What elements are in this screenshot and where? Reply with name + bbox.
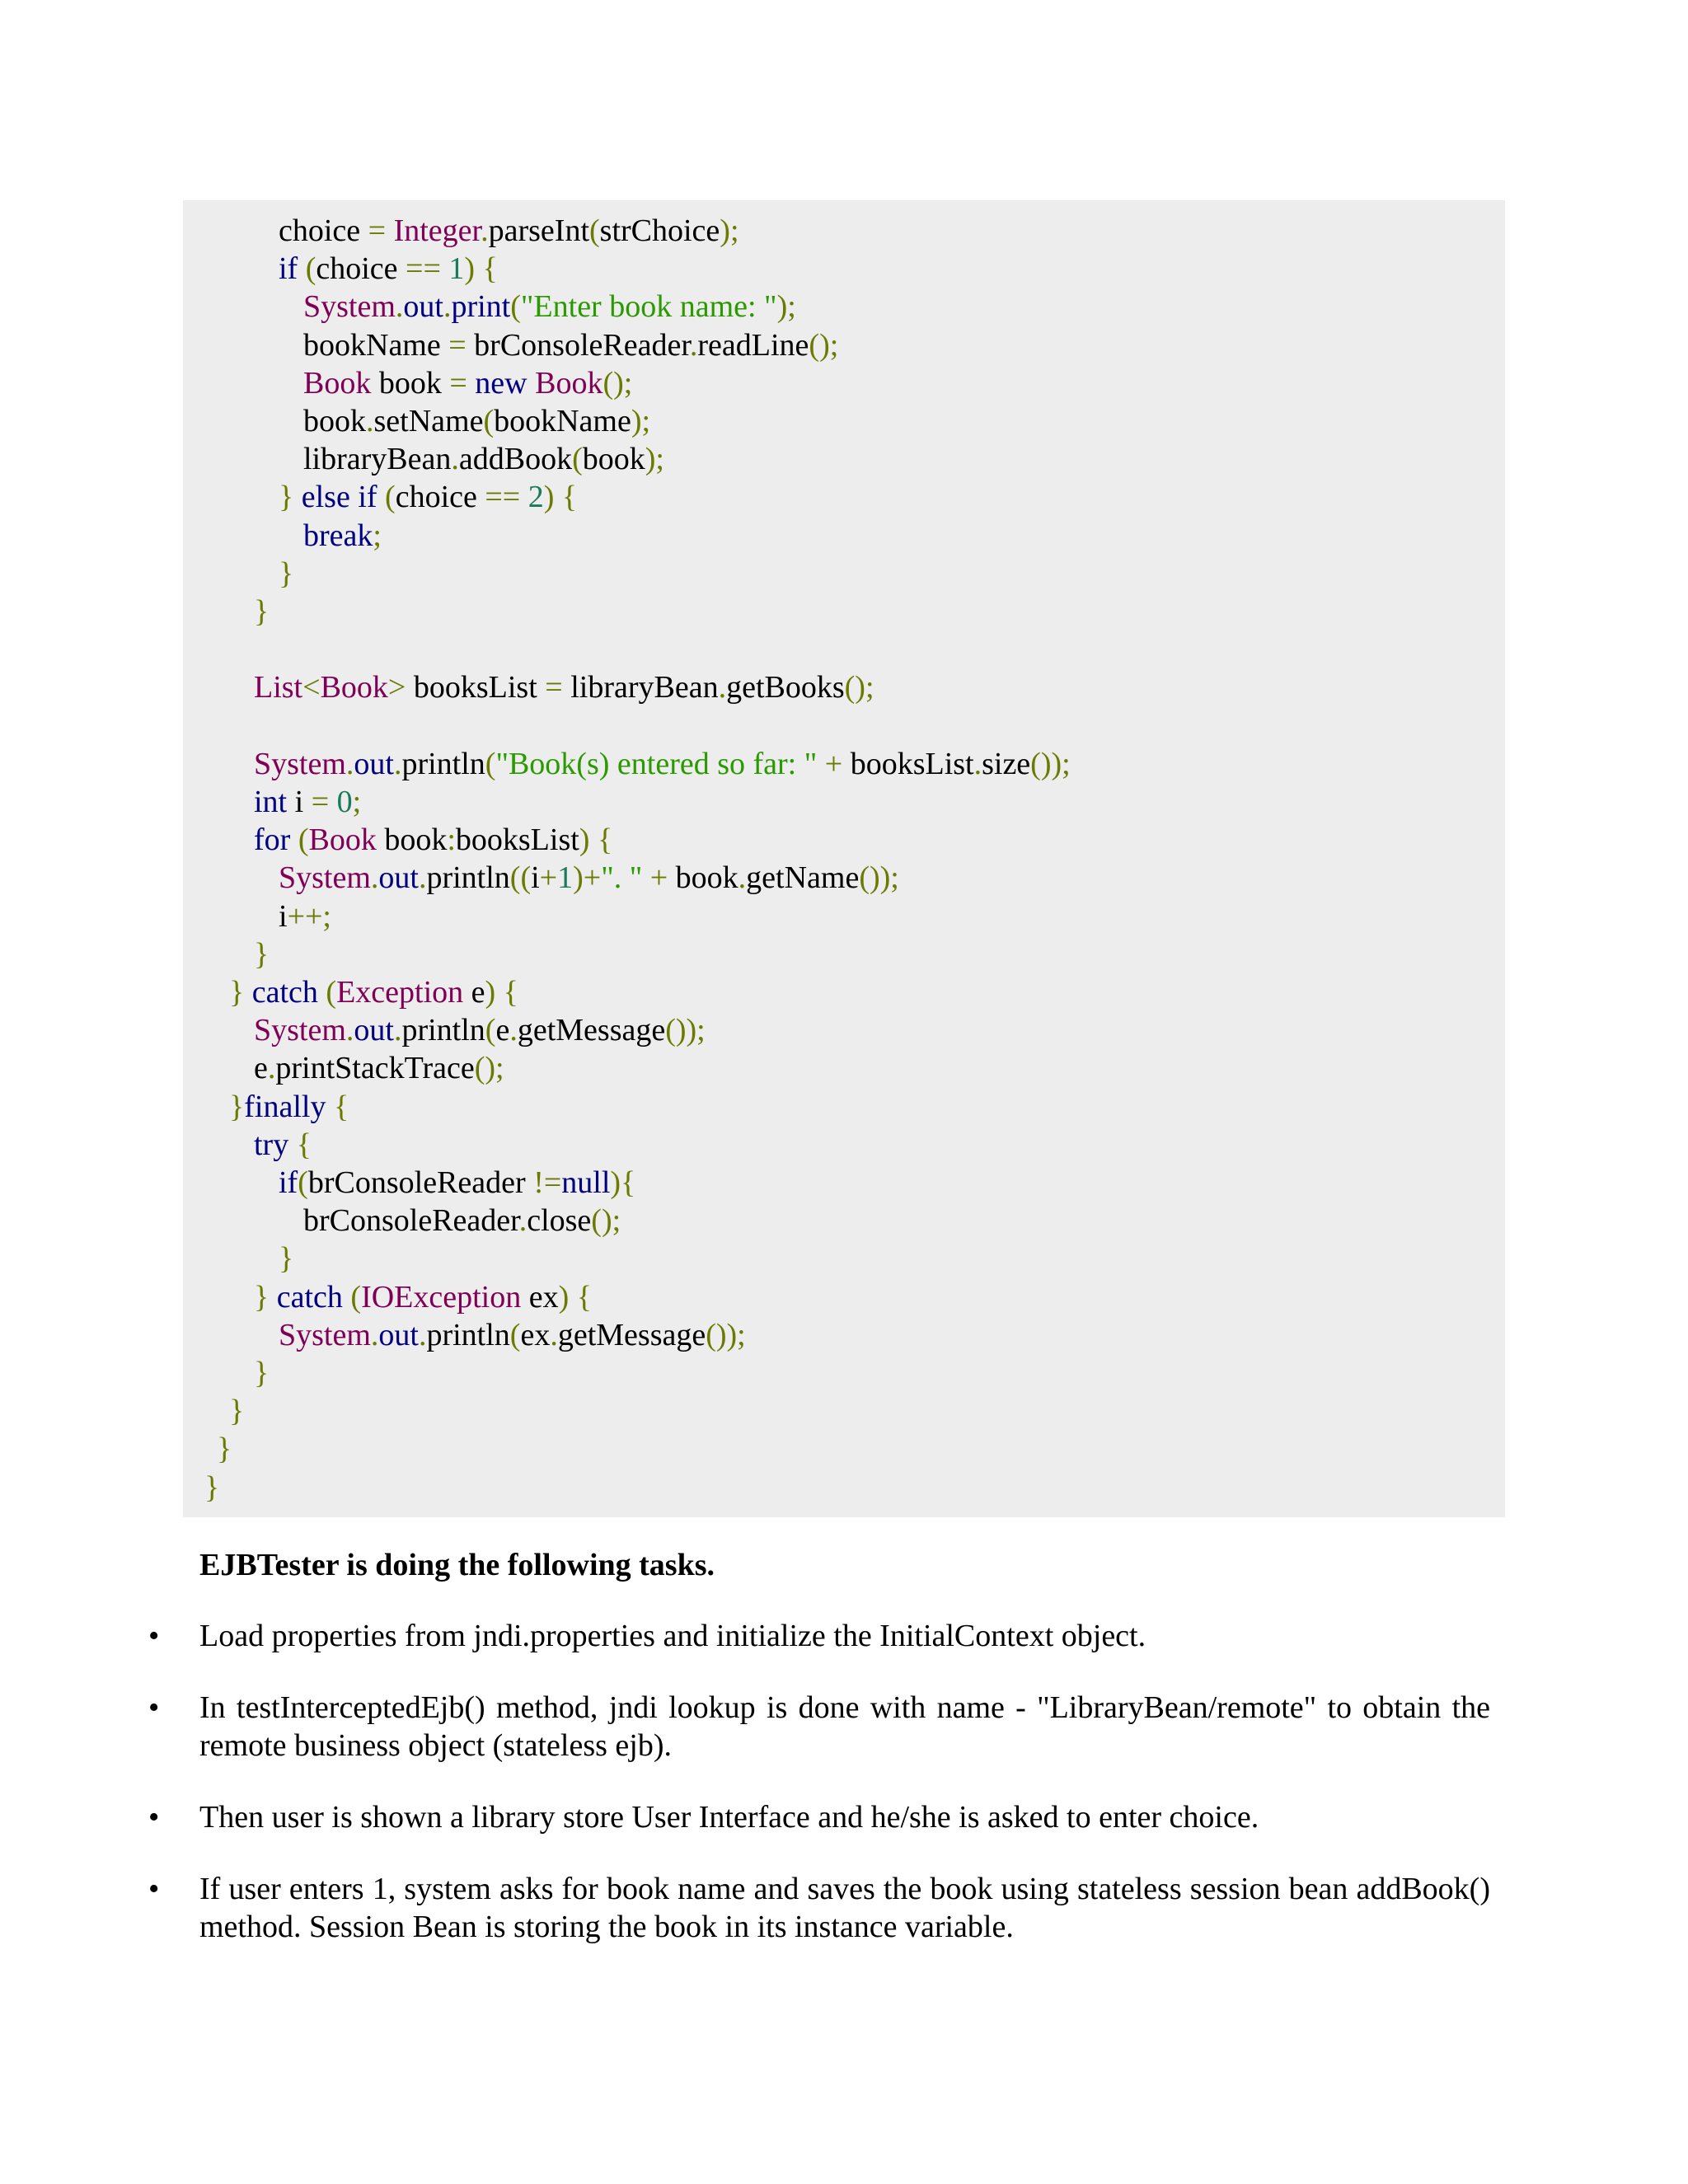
code-token: break [303, 518, 373, 553]
code-token: == [406, 251, 449, 287]
code-token: book [582, 442, 645, 477]
code-token: . [418, 1317, 427, 1352]
code-token: ()); [859, 860, 899, 896]
bullet-item-load-properties: Load properties from jndi.properties and initialize the InitialContext object. [199, 1619, 1146, 1653]
code-token: brConsoleReader [307, 1165, 534, 1200]
code-token: book [378, 365, 450, 401]
code-line [254, 1049, 504, 1087]
code-token: choice [279, 213, 368, 248]
code-token: ) { [579, 823, 613, 858]
code-token: size [982, 746, 1031, 781]
code-token: Book [320, 670, 388, 705]
code-token: ; [373, 518, 382, 553]
code-token: 0 [336, 785, 353, 819]
code-line [254, 1011, 706, 1049]
code-line [279, 212, 739, 250]
code-token: null [561, 1165, 611, 1200]
code-token: System [254, 746, 346, 781]
code-line [279, 859, 899, 897]
code-token: ex [520, 1317, 551, 1352]
code-token: println [401, 746, 485, 781]
code-token: ){ [610, 1165, 636, 1200]
code-token: != [533, 1165, 562, 1200]
code-token: print [451, 289, 511, 325]
code-token: } [254, 1356, 270, 1390]
code-token: + [649, 860, 676, 896]
code-token: } [229, 1394, 245, 1429]
code-token: . [393, 1013, 402, 1048]
code-token: ); [645, 442, 664, 477]
code-token: . [738, 860, 747, 896]
code-token: + [824, 746, 851, 781]
code-token: = [448, 327, 475, 363]
code-token: . [481, 213, 489, 248]
code-token: . [418, 860, 427, 896]
code-token: System [254, 1013, 346, 1048]
code-token: } [254, 594, 270, 629]
code-line [254, 783, 361, 821]
code-token: Book [303, 365, 379, 401]
code-token: Exception [336, 975, 471, 1010]
code-line [303, 517, 382, 555]
code-token: ); [631, 404, 651, 438]
code-token: ; [352, 785, 362, 819]
code-token: getMessage [557, 1317, 706, 1352]
code-line [254, 1126, 312, 1164]
code-line [303, 364, 632, 402]
code-token: libraryBean [570, 670, 719, 705]
code-token: ex [528, 1279, 559, 1315]
code-token: "Enter book name: " [520, 289, 777, 325]
code-line [254, 821, 612, 859]
code-token: )+ [573, 860, 602, 896]
code-token: : [447, 823, 456, 858]
code-token: close [527, 1203, 592, 1239]
code-token: ( [350, 1279, 362, 1315]
code-token: (); [844, 670, 874, 705]
code-token: 1 [557, 860, 574, 896]
code-token: catch [251, 975, 326, 1010]
section-heading: EJBTester is doing the following tasks. [199, 1548, 715, 1582]
code-token: + [539, 860, 558, 896]
code-token: = [545, 670, 571, 705]
code-token: } [279, 1241, 294, 1277]
code-token: ( [326, 975, 337, 1010]
bullet-marker: • [148, 1872, 160, 1906]
code-token: Integer [393, 213, 481, 248]
code-line [204, 1469, 219, 1507]
code-token: ( [298, 1165, 308, 1200]
code-token: (); [474, 1051, 504, 1086]
code-token: e [495, 1013, 510, 1048]
code-token: strChoice [599, 213, 720, 248]
code-token: bookName [494, 404, 631, 438]
code-token: getBooks [726, 670, 845, 705]
code-token: } [254, 1279, 277, 1315]
code-line [279, 1164, 635, 1202]
code-token: i [279, 898, 288, 934]
code-token: booksList [850, 746, 974, 781]
code-line [217, 1430, 232, 1468]
code-block [183, 200, 1505, 1517]
code-token: . [393, 746, 402, 781]
code-token: new [475, 365, 536, 401]
code-token: ( [572, 442, 583, 477]
code-token: ( [385, 480, 396, 515]
code-token: ) { [543, 480, 578, 515]
code-token: try [254, 1127, 297, 1162]
code-token: println [426, 1317, 510, 1352]
code-token: . [451, 442, 459, 477]
code-token: ( [483, 404, 495, 438]
code-token: System [303, 289, 396, 325]
code-token: } [229, 975, 252, 1010]
code-token: if [279, 1165, 298, 1200]
code-token: booksList [413, 670, 546, 705]
code-token: out [354, 746, 394, 781]
code-token: book [675, 860, 738, 896]
code-token: ( [589, 213, 600, 248]
code-token: e [254, 1051, 268, 1086]
code-token: choice [316, 251, 406, 287]
code-token: ) { [464, 251, 498, 287]
code-token: bookName [303, 327, 449, 363]
code-token: ) { [558, 1279, 592, 1315]
code-token: . [550, 1317, 558, 1352]
code-line [229, 973, 518, 1011]
code-token: for [254, 823, 298, 858]
code-token: setName [373, 404, 484, 438]
code-token: (); [809, 327, 839, 363]
code-line [254, 1278, 592, 1316]
code-token: brConsoleReader [303, 1203, 519, 1239]
code-token: = [449, 365, 476, 401]
code-token: (); [591, 1203, 621, 1239]
code-token: } [229, 1089, 245, 1124]
code-line [254, 668, 874, 706]
code-token: ); [776, 289, 796, 325]
code-token: book [303, 404, 366, 438]
code-token: booksList [455, 823, 579, 858]
code-token: finally [244, 1089, 334, 1124]
code-token: (); [603, 365, 633, 401]
code-token: println [401, 1013, 485, 1048]
code-token: "Book(s) entered so far: " [495, 746, 825, 781]
code-token: == [485, 480, 528, 515]
code-token: catch [276, 1279, 351, 1315]
code-token: ( [485, 746, 496, 781]
code-token: List [254, 670, 303, 705]
code-line [229, 1088, 349, 1126]
code-token: libraryBean [303, 442, 452, 477]
code-token: System [279, 860, 371, 896]
code-token: ". " [601, 860, 650, 896]
bullet-marker: • [148, 1619, 160, 1653]
code-token: } [217, 1432, 232, 1467]
code-token: ); [720, 213, 739, 248]
code-line [279, 478, 577, 516]
code-token: ( [485, 1013, 496, 1048]
code-token: 1 [448, 251, 465, 287]
code-token: IOException [361, 1279, 529, 1315]
code-token: addBook [458, 442, 573, 477]
code-token: . [395, 289, 404, 325]
code-token: . [345, 1013, 354, 1048]
code-token: (( [509, 860, 532, 896]
code-line [254, 1354, 269, 1392]
code-token: . [370, 860, 379, 896]
code-line [303, 440, 664, 478]
code-token: out [354, 1013, 394, 1048]
code-token: ( [510, 289, 521, 325]
code-token: println [426, 860, 510, 896]
code-token: . [366, 404, 374, 438]
code-token: else if [301, 480, 386, 515]
code-token: getName [746, 860, 860, 896]
bullet-item-user-interface: Then user is shown a library store User Interface and he/she is asked to enter choice. [199, 1800, 1259, 1835]
code-token: . [518, 1203, 528, 1239]
code-line [303, 288, 796, 326]
code-token: printStackTrace [275, 1051, 475, 1086]
code-token: . [443, 289, 452, 325]
code-line [303, 402, 650, 440]
bullet-marker: • [148, 1800, 160, 1835]
code-line [279, 898, 331, 935]
code-token: . [370, 1317, 379, 1352]
code-token: int [254, 785, 295, 819]
code-token: ) { [485, 975, 518, 1010]
code-token: { [333, 1089, 349, 1124]
code-token: parseInt [488, 213, 589, 248]
bullet-marker: • [148, 1690, 160, 1725]
code-token: getMessage [517, 1013, 666, 1048]
code-token: Book [308, 823, 385, 858]
code-token: ()); [1030, 746, 1071, 781]
code-token: = [311, 785, 337, 819]
code-token: < [302, 670, 321, 705]
code-token: . [345, 746, 354, 781]
code-token: ()); [706, 1317, 746, 1352]
code-token: . [509, 1013, 518, 1048]
code-token: . [267, 1051, 276, 1086]
code-token: ( [298, 823, 309, 858]
code-token: . [973, 746, 982, 781]
code-token: book [384, 823, 448, 858]
code-line [254, 935, 269, 973]
code-token: ( [305, 251, 316, 287]
code-line [303, 1202, 621, 1240]
code-line [254, 593, 269, 630]
code-token: System [279, 1317, 371, 1352]
code-token: choice [395, 480, 485, 515]
code-token: } [279, 555, 294, 591]
code-token: ++; [287, 898, 331, 934]
code-token: = [368, 213, 394, 248]
code-line [229, 1392, 244, 1430]
code-token: out [378, 860, 419, 896]
code-line [279, 1316, 746, 1354]
code-token: > [387, 670, 414, 705]
code-token: brConsoleReader [474, 327, 690, 363]
code-token: out [378, 1317, 419, 1352]
code-token: } [279, 480, 302, 515]
code-token: Book [535, 365, 603, 401]
code-token: i [294, 785, 312, 819]
code-token: out [403, 289, 443, 325]
code-line [279, 555, 293, 593]
bullet-item-choice-one: If user enters 1, system asks for book name and saves the book using stateless session bean addBook() method. Session Bean is storing the book in its instance variable. [199, 1872, 1490, 1944]
code-token: { [296, 1127, 312, 1162]
code-token: if [279, 251, 306, 287]
code-token: ()); [665, 1013, 706, 1048]
bullet-item-jndi-lookup: In testInterceptedEjb() method, jndi lookup is done with name - "LibraryBean/remote" to obtain the remote business object (stateless ejb). [199, 1690, 1490, 1763]
code-token: } [204, 1469, 220, 1505]
code-line [254, 745, 1071, 783]
code-token: e [471, 975, 485, 1010]
code-line [279, 1240, 293, 1277]
code-token: } [254, 936, 270, 972]
code-line [303, 326, 838, 364]
code-line [279, 250, 498, 288]
code-token: i [531, 860, 540, 896]
code-token: ( [509, 1317, 521, 1352]
code-token: . [689, 327, 698, 363]
code-token: 2 [528, 480, 544, 515]
code-token: readLine [697, 327, 809, 363]
code-token: . [718, 670, 727, 705]
